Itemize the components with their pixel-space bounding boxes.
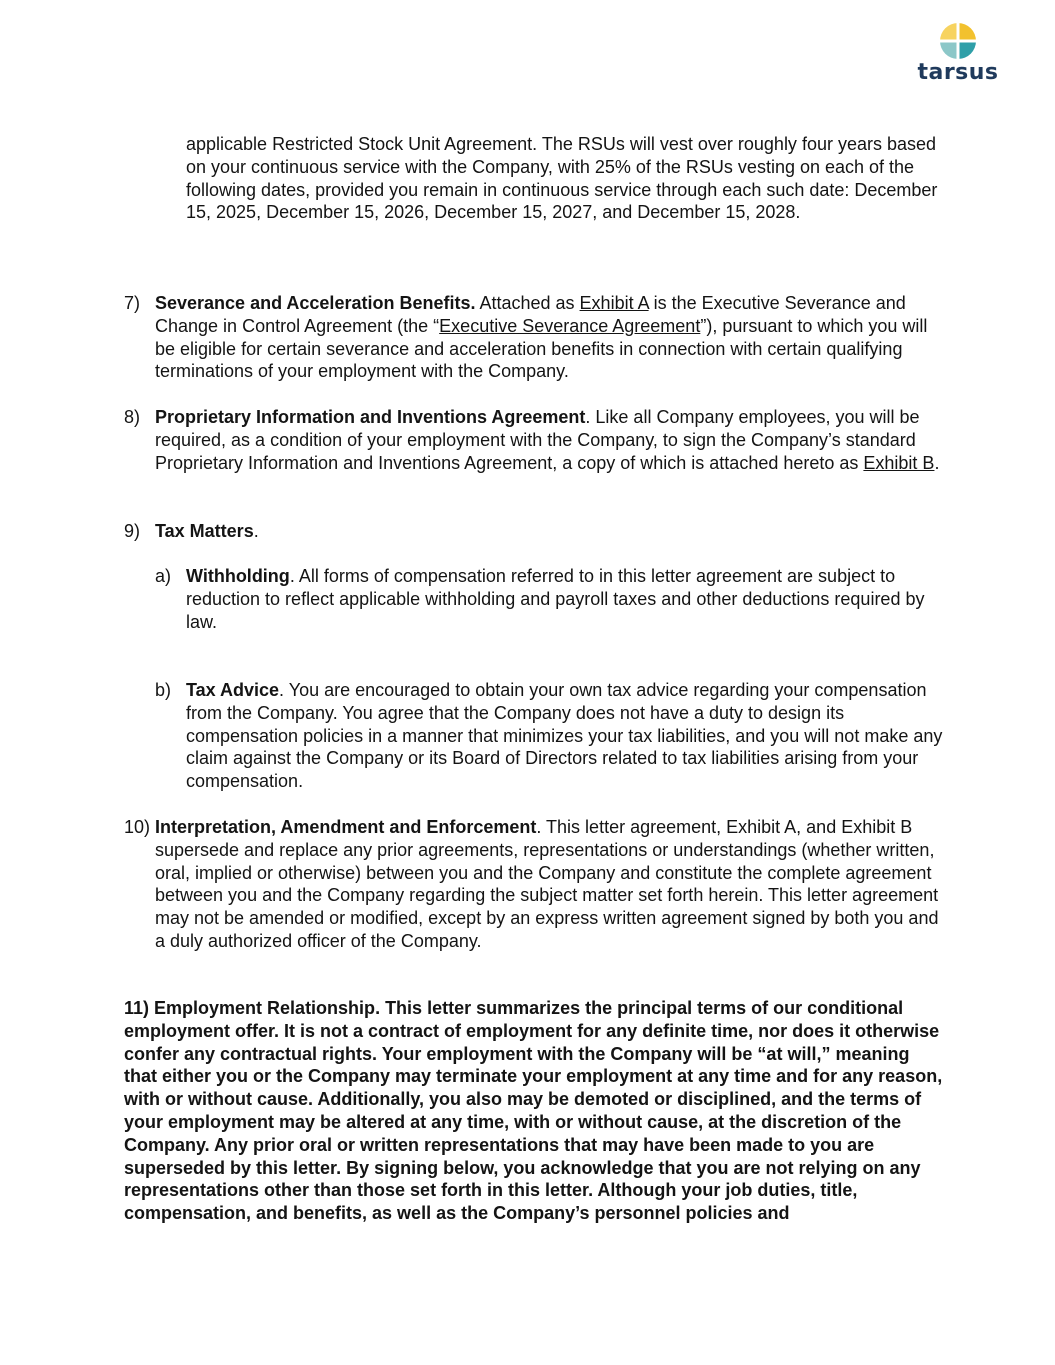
exhibit-b-reference: Exhibit B [863, 452, 935, 473]
tarsus-logo-mark-icon [912, 22, 1004, 62]
section-8-heading: Proprietary Information and Inventions Agreement [155, 407, 586, 427]
section-9a-heading: Withholding [186, 566, 290, 586]
section-9-text: . [253, 521, 259, 541]
section-10-text: . This letter agreement, Exhibit A, and Exhibit B supersede and replace any prior agreements, representations or understandings (whether written, oral, implied or otherwise) between you and the Company and constitute the complete agreement between you and the Company regarding the subject matter set forth herein. This letter agreement may not be amended or modified, except by an express written agreement signed by both you and a duly authorized officer of the Company. [155, 817, 939, 951]
tarsus-logo [912, 22, 1004, 86]
section-9-heading: Tax Matters [155, 521, 254, 541]
section-9-number: 9) [124, 521, 141, 541]
section-7-text: ”), pursuant to which you will be eligible for certain severance and acceleration benefits in connection with certain qualifying terminations of your employment with the Company. [155, 315, 928, 382]
section-9a-text: . All forms of compensation referred to in this letter agreement are subject to reduction to reflect applicable withholding and payroll taxes and other deductions required by law. [186, 566, 925, 632]
section-8-text: . [934, 452, 940, 473]
rsu-vesting-paragraph: applicable Restricted Stock Unit Agreement. The RSUs will vest over roughly four years based on your continuous service with the Company, with 25% of the RSUs vesting on each of the following dates, provided you remain in continuous service through each such date: December 15, 2025, December 15, 2026, December 15, 2027, and December 15, 2028. [186, 134, 938, 223]
section-10-heading: Interpretation, Amendment and Enforcement [155, 817, 537, 837]
section-9a-paragraph [186, 565, 946, 633]
section-8-text: . Like all Company employees, you will be required, as a condition of your employment with the Company, to sign the Company’s standard Proprietary Information and Inventions Agreement, a copy of which is attached hereto as [155, 407, 920, 473]
section-7-number: 7) [124, 293, 141, 313]
section-9b-letter: b) [155, 680, 172, 700]
executive-severance-agreement-reference: Executive Severance Agreement [439, 315, 701, 336]
section-7-text: is the Executive Severance and Change in Control Agreement (the “ [155, 293, 906, 336]
section-9b-paragraph [186, 679, 946, 793]
section-9b-text: . You are encouraged to obtain your own tax advice regarding your compensation from the Company. You agree that the Company does not have a duty to design its compensation policies in a manner that minimizes your tax liabilities, and you will not make any claim against the Company or its Board of Directors related to tax liabilities arising from your compensation. [186, 680, 943, 792]
section-11-paragraph [124, 997, 944, 1225]
section-7-paragraph [155, 292, 945, 383]
section-10-number: 10) [124, 817, 151, 837]
logo-wordmark: tarsus [917, 60, 999, 85]
section-11-heading: 11) Employment Relationship [124, 998, 376, 1018]
section-9a-letter: a) [155, 566, 172, 586]
section-11-text: . This letter summarizes the principal terms of our conditional employment offer. It is not a contract of employment for any definite time, nor does it otherwise confer any contractual rights. Your employment with the Company will be “at will,” meaning that either you or the Company may terminate your employment at any time and for any reason, with or without cause. Additionally, you also may be demoted or disciplined, and the terms of your employment may be altered at any time, with or without cause, at the discretion of the Company. Any prior oral or written representations that may have been made to you are superseded by this letter. By signing below, you acknowledge that you are not relying on any representations other than those set forth in this letter. Although your job duties, title, compensation, and benefits, as well as the Company’s personnel policies and [124, 998, 943, 1224]
section-10-paragraph [155, 816, 945, 953]
section-9b-heading: Tax Advice [186, 680, 280, 700]
section-9-paragraph [155, 520, 945, 543]
section-7-heading: Severance and Acceleration Benefits. [155, 293, 476, 313]
section-7-text: Attached as [475, 293, 580, 313]
exhibit-a-reference: Exhibit A [579, 293, 649, 313]
section-8-number: 8) [124, 407, 141, 427]
section-8-paragraph [155, 406, 945, 474]
